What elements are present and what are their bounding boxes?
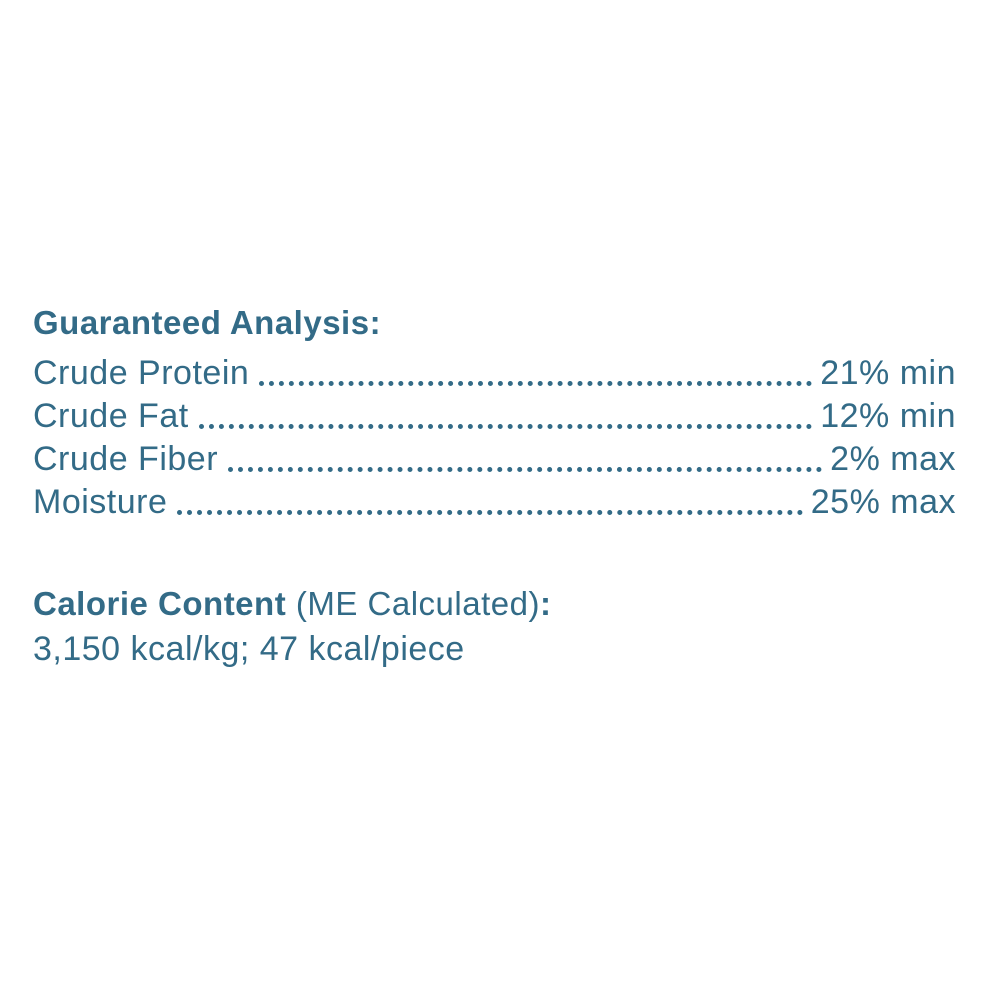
dot-leader [199, 424, 813, 429]
analysis-row [33, 395, 956, 438]
calorie-content-value: 3,150 kcal/kg; 47 kcal/piece [33, 630, 465, 669]
calorie-content-title-bold: Calorie Content [33, 584, 287, 622]
analysis-row-value: 12% min [820, 396, 956, 435]
analysis-row [33, 481, 956, 524]
analysis-row-value: 2% max [830, 439, 956, 478]
guaranteed-analysis-title: Guaranteed Analysis: [33, 304, 382, 341]
calorie-content-title-regular: (ME Calculated) [286, 584, 540, 622]
analysis-row-label: Crude Fiber [33, 439, 219, 478]
analysis-table [33, 352, 956, 524]
analysis-row-label: Moisture [33, 482, 168, 521]
label-content [33, 303, 956, 671]
calorie-content-title-colon: : [539, 584, 552, 622]
analysis-row [33, 352, 956, 395]
analysis-row [33, 438, 956, 481]
calorie-content-section [33, 584, 956, 672]
dot-leader [259, 381, 812, 386]
calorie-content-title [33, 584, 956, 624]
analysis-row-value: 21% min [820, 353, 956, 392]
dot-leader [228, 467, 822, 472]
analysis-row-label: Crude Fat [33, 396, 189, 435]
analysis-row-value: 25% max [810, 482, 956, 521]
dot-leader [177, 510, 802, 515]
analysis-row-label: Crude Protein [33, 353, 250, 392]
